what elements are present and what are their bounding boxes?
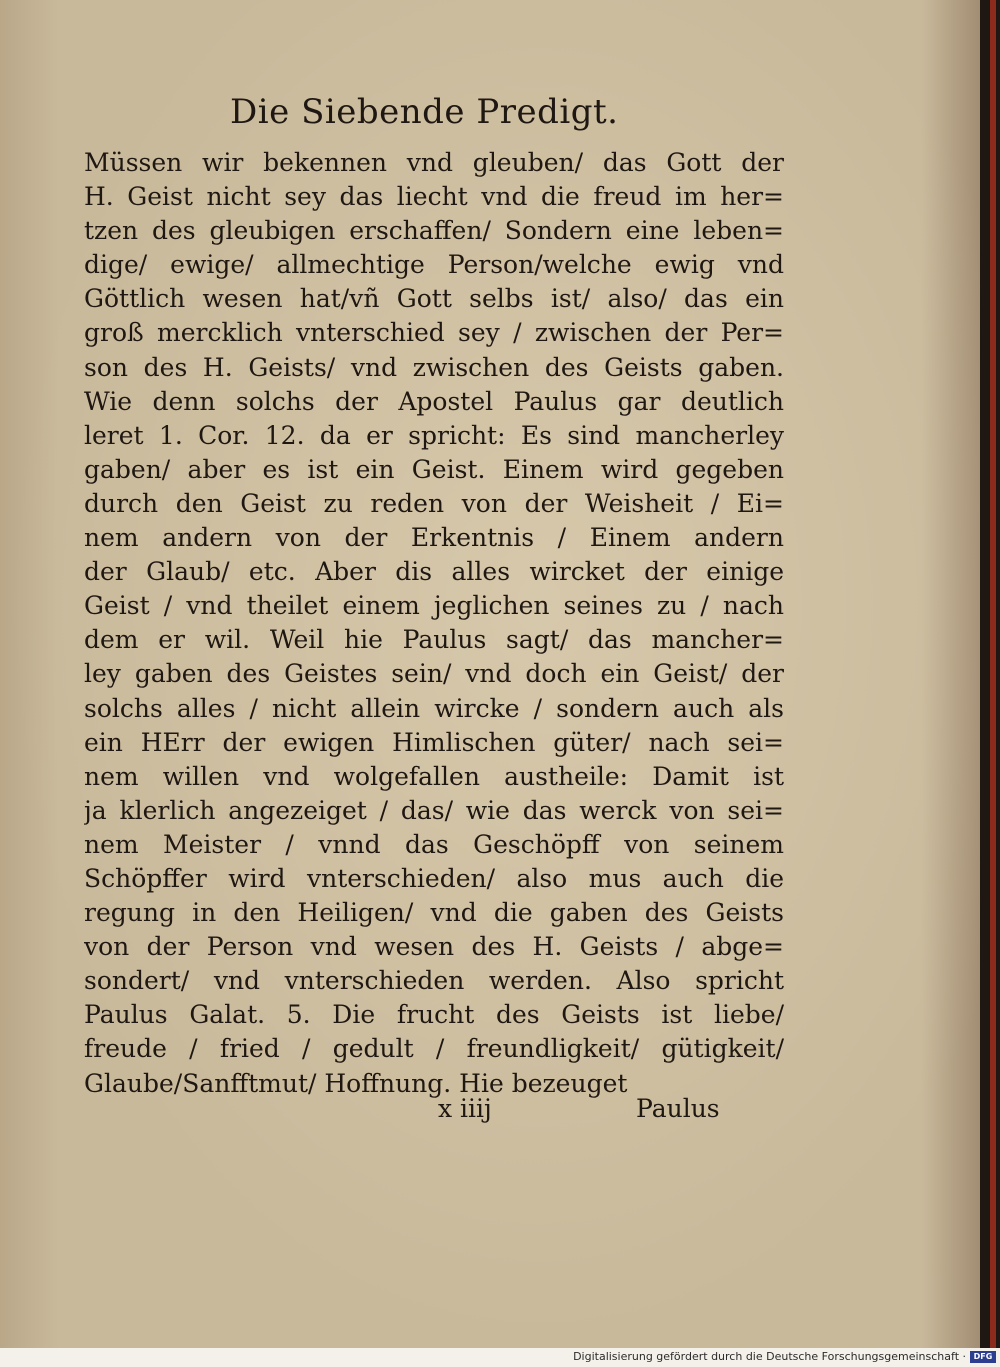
text-line: der Glaub/ etc. Aber dis alles wircket der einige — [84, 557, 784, 587]
text-line: tzen des gleubigen erschaffen/ Sondern eine leben= — [84, 216, 784, 246]
text-line: Paulus Galat. 5. Die frucht des Geists ist liebe/ — [84, 1000, 784, 1030]
text-line: Schöpffer wird vnterschieden/ also mus auch die — [84, 863, 784, 893]
text-line: regung in den Heiligen/ vnd die gaben des Geists — [84, 898, 784, 928]
text-line: Geist / vnd theilet einem jeglichen seines zu / nach — [84, 591, 784, 621]
text-line: ein HErr der ewigen Himlischen güter/ nach sei= — [84, 727, 784, 757]
text-line: Müssen wir bekennen vnd gleuben/ das Gott der — [84, 148, 784, 177]
text-line: nem Meister / vnnd das Geschöpff von seinem — [84, 829, 784, 859]
text-line: groß mercklich vnterschied sey / zwischen der Per= — [84, 318, 784, 348]
text-line: Göttlich wesen hat/vñ Gott selbs ist/ also/ das ein — [84, 284, 784, 314]
text-line: dige/ ewige/ allmechtige Person/welche ewig vnd — [84, 250, 784, 280]
text-line: son des H. Geists/ vnd zwischen des Geists gaben. — [84, 352, 784, 382]
text-line: von der Person vnd wesen des H. Geists / abge= — [84, 932, 784, 962]
text-line: solchs alles / nicht allein wircke / sondern auch als — [84, 693, 784, 723]
page-edge — [990, 0, 996, 1348]
text-line: gaben/ aber es ist ein Geist. Einem wird gegeben — [84, 454, 784, 484]
text-line: Glaube/Sanfftmut/ Hoffnung. Hie bezeuget — [84, 1068, 628, 1098]
text-line: H. Geist nicht sey das liecht vnd die freud im her= — [84, 182, 784, 212]
funding-credit: Digitalisierung gefördert durch die Deutsche Forschungsgemeinschaft · — [573, 1350, 966, 1363]
text-line: ja klerlich angezeiget / das/ wie das werck von sei= — [84, 795, 784, 825]
text-line: nem andern von der Erkentnis / Einem andern — [84, 523, 784, 553]
text-line: dem er wil. Weil hie Paulus sagt/ das mancher= — [84, 625, 784, 655]
text-line: ley gaben des Geistes sein/ vnd doch ein Geist/ der — [84, 659, 784, 689]
text-line: leret 1. Cor. 12. da er spricht: Es sind mancherley — [84, 420, 784, 450]
text-line: durch den Geist zu reden von der Weisheit / Ei= — [84, 488, 784, 518]
text-line: nem willen vnd wolgefallen austheile: Damit ist — [84, 761, 784, 791]
catchword: Paulus — [636, 1094, 720, 1123]
text-line: sondert/ vnd vnterschieden werden. Also spricht — [84, 966, 784, 996]
body-text — [84, 146, 784, 1101]
text-line: freude / fried / gedult / freundligkeit/ gütigkeit/ — [84, 1034, 784, 1064]
signature-mark: x iiij — [438, 1094, 492, 1123]
dfg-logo-icon: DFG — [970, 1351, 996, 1363]
running-head: Die Siebende Predigt. — [230, 92, 619, 132]
text-line: Wie denn solchs der Apostel Paulus gar deutlich — [84, 386, 784, 416]
